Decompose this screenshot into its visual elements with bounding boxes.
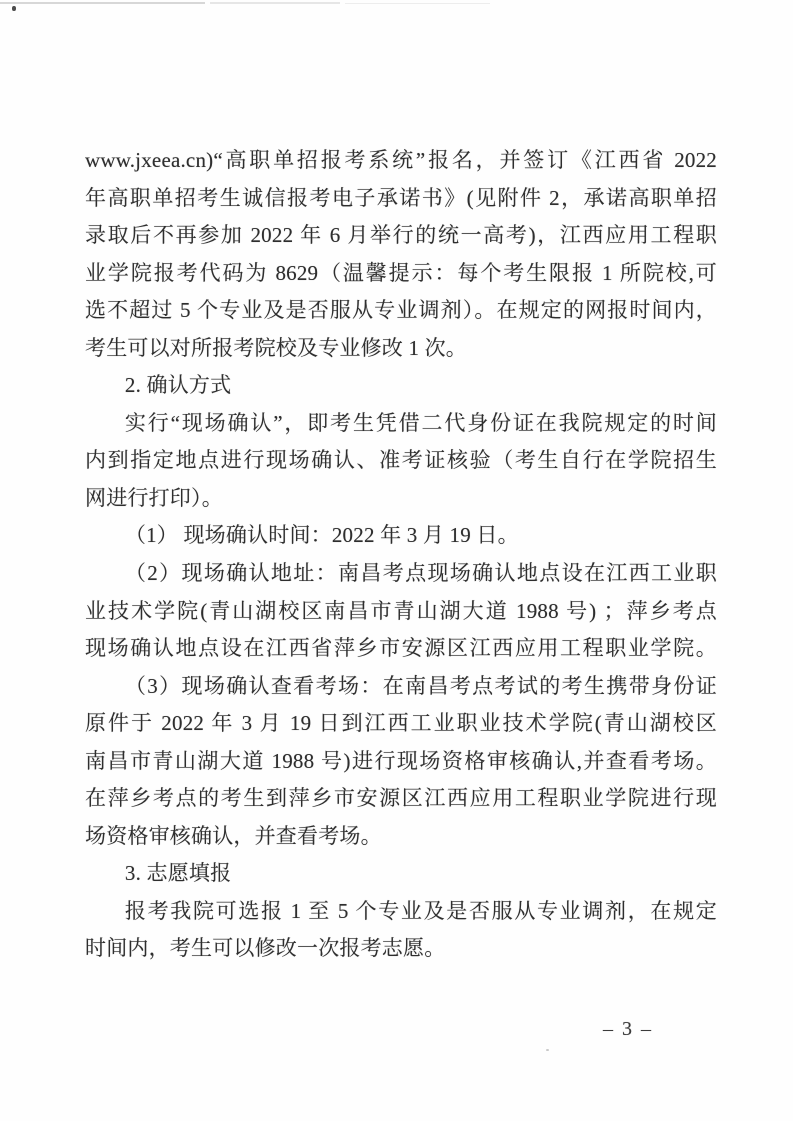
scan-artifact-streak [210,2,340,4]
text-line: 年高职单招考生诚信报考电子承诺书》(见附件 2，承诺高职单招 [85,185,717,210]
scan-artifact-speck [12,6,16,11]
text-line: 报考我院可选报 1 至 5 个专业及是否服从专业调剂，在规定 [124,898,717,923]
text-line: 网进行打印）。 [85,485,223,510]
document-body [85,142,717,968]
text-line: （1） 现场确认时间：2022 年 3 月 19 日。 [124,523,519,548]
text-line: （2）现场确认地址：南昌考点现场确认地点设在江西工业职 [124,561,717,586]
text-line: 内到指定地点进行现场确认、准考证核验（考生自行在学院招生 [85,448,717,473]
text-line: 录取后不再参加 2022 年 6 月举行的统一高考)，江西应用工程职 [85,223,717,248]
scan-artifact-streak [345,3,490,4]
page-number: – 3 – [603,1018,653,1040]
text-line: 业学院报考代码为 8629（温馨提示：每个考生限报 1 所院校,可 [85,260,717,285]
text-line: 选不超过 5 个专业及是否服从专业调剂）。在规定的网报时间内， [85,298,717,323]
text-line: 2. 确认方式 [124,373,232,398]
text-line: 在萍乡考点的考生到萍乡市安源区江西应用工程职业学院进行现 [85,786,717,811]
text-line: （3）现场确认查看考场：在南昌考点考试的考生携带身份证 [124,673,717,698]
text-line: 场资格审核确认，并查看考场。 [85,823,382,848]
text-line: 业技术学院(青山湖校区南昌市青山湖大道 1988 号) ；萍乡考点 [85,598,717,623]
text-line: 考生可以对所报考院校及专业修改 1 次。 [85,335,467,360]
scan-artifact-streak [0,2,205,4]
text-line: www.jxeea.cn)“高职单招报考系统”报名，并签订《江西省 2022 [85,148,717,172]
text-line: 3. 志愿填报 [124,861,232,886]
text-line: 南昌市青山湖大道 1988 号)进行现场资格审核确认,并查看考场。 [85,748,717,773]
text-line: 原件于 2022 年 3 月 19 日到江西工业职业技术学院(青山湖校区 [85,711,717,736]
text-line: 时间内，考生可以修改一次报考志愿。 [85,936,446,961]
text-line: 现场确认地点设在江西省萍乡市安源区江西应用工程职业学院。 [85,636,717,661]
text-line: 实行“现场确认”，即考生凭借二代身份证在我院规定的时间 [124,410,717,435]
scan-artifact-speck [546,1049,549,1051]
